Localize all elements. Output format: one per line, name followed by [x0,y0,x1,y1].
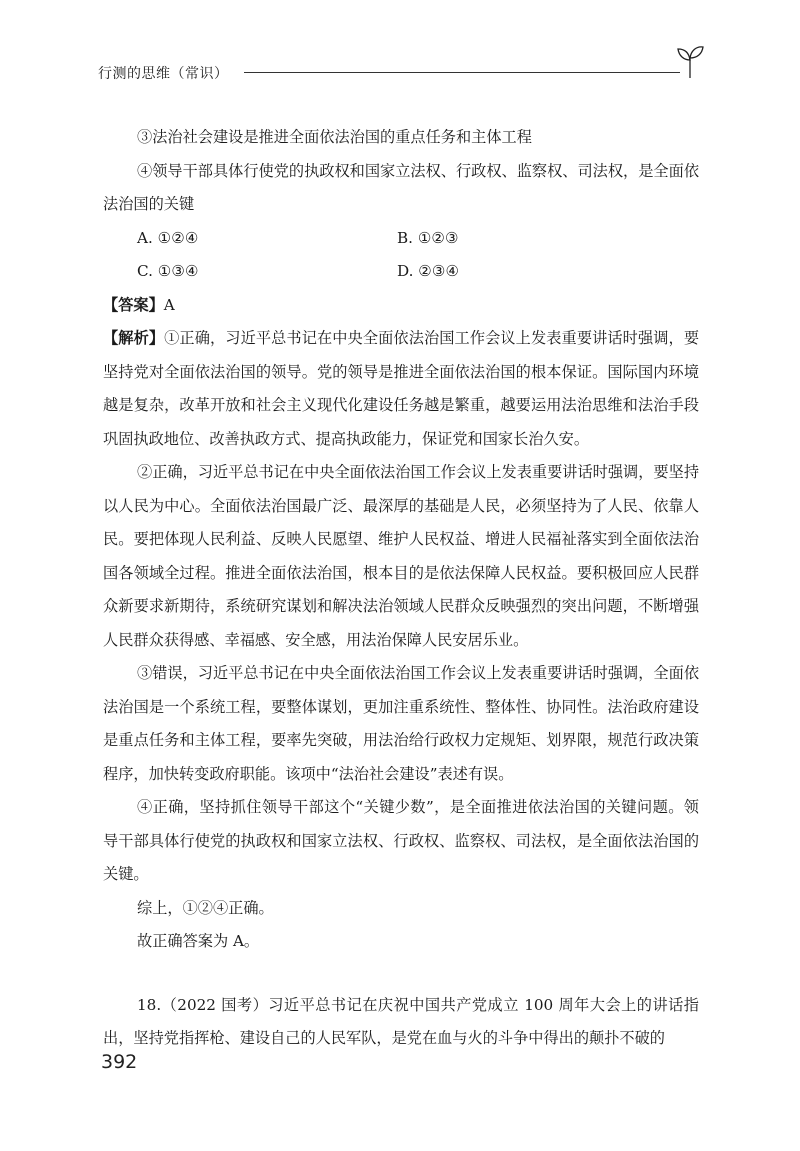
answer-tag: 【答案】 [103,295,164,314]
page-number: 392 [101,1051,138,1073]
options-row-1 [137,222,699,256]
page-content [103,121,699,1056]
analysis-conclusion: 故正确答案为 A。 [137,932,260,950]
answer-line [103,289,699,323]
running-header [98,60,704,88]
header-rule [244,72,680,73]
statement-3: ③法治社会建设是推进全面依法治国的重点任务和主体工程 [137,128,532,146]
analysis-tag: 【解析】 [103,329,165,347]
analysis-text-1: ①正确，习近平总书记在中央全面依法治国工作会议上发表重要讲话时强调，要坚持党对全面依法治国的领导。党的领导是推进全面依法治国的根本保证。国际国内环境越是复杂，改革开放和社会主义现代化建设任务越是繁重，越要运用法治思维和法治手段巩固执政地位、改善执政方式、提高执政能力，保证党和国家长治久安。 [103,329,700,448]
analysis-paragraph-1 [103,322,699,456]
analysis-summary: 综上，①②④正确。 [137,898,274,917]
option-d: D. ②③④ [397,262,460,280]
next-question: 18.（2022 国考）习近平总书记在庆祝中国共产党成立 100 周年大会上的讲话指出，坚持党指挥枪、建设自己的人民军队，是党在血与火的斗争中得出的颠扑不破的 [103,995,699,1047]
option-a: A. ①②④ [137,228,199,247]
header-title: 行测的思维（常识） [98,66,229,82]
sprout-icon [676,44,704,78]
analysis-paragraph-4: ④正确，坚持抓住领导干部这个“关键少数”，是全面推进依法治国的关键问题。领导干部具体行使党的执政权和国家立法权、行政权、监察权、司法权，是全面依法治国的关键。 [103,798,699,883]
statement-4: ④领导干部具体行使党的执政权和国家立法权、行政权、监察权、司法权，是全面依法治国的关键 [103,161,699,213]
answer-value: A [163,295,175,314]
analysis-paragraph-2: ②正确，习近平总书记在中央全面依法治国工作会议上发表重要讲话时强调，要坚持以人民为中心。全面依法治国最广泛、最深厚的基础是人民，必须坚持为了人民、依靠人民。要把体现人民利益、反映人民愿望、维护人民权益、增进人民福祉落实到全面依法治国各领域全过程。推进全面依法治国，根本目的是依法保障人民权益。要积极回应人民群众新要求新期待，系统研究谋划和解决法治领域人民群众反映强烈的突出问题，不断增强人民群众获得感、幸福感、安全感，用法治保障人民安居乐业。 [103,463,699,649]
analysis-paragraph-3: ③错误，习近平总书记在中央全面依法治国工作会议上发表重要讲话时强调，全面依法治国是一个系统工程，要整体谋划，更加注重系统性、整体性、协同性。法治政府建设是重点任务和主体工程，要率先突破，用法治给行政权力定规矩、划界限，规范行政决策程序，加快转变政府职能。该项中“法治社会建设”表述有误。 [103,664,699,783]
options-row-2 [137,255,699,289]
option-b: B. ①②③ [397,228,459,247]
option-c: C. ①③④ [137,262,199,280]
section-gap [103,959,699,989]
